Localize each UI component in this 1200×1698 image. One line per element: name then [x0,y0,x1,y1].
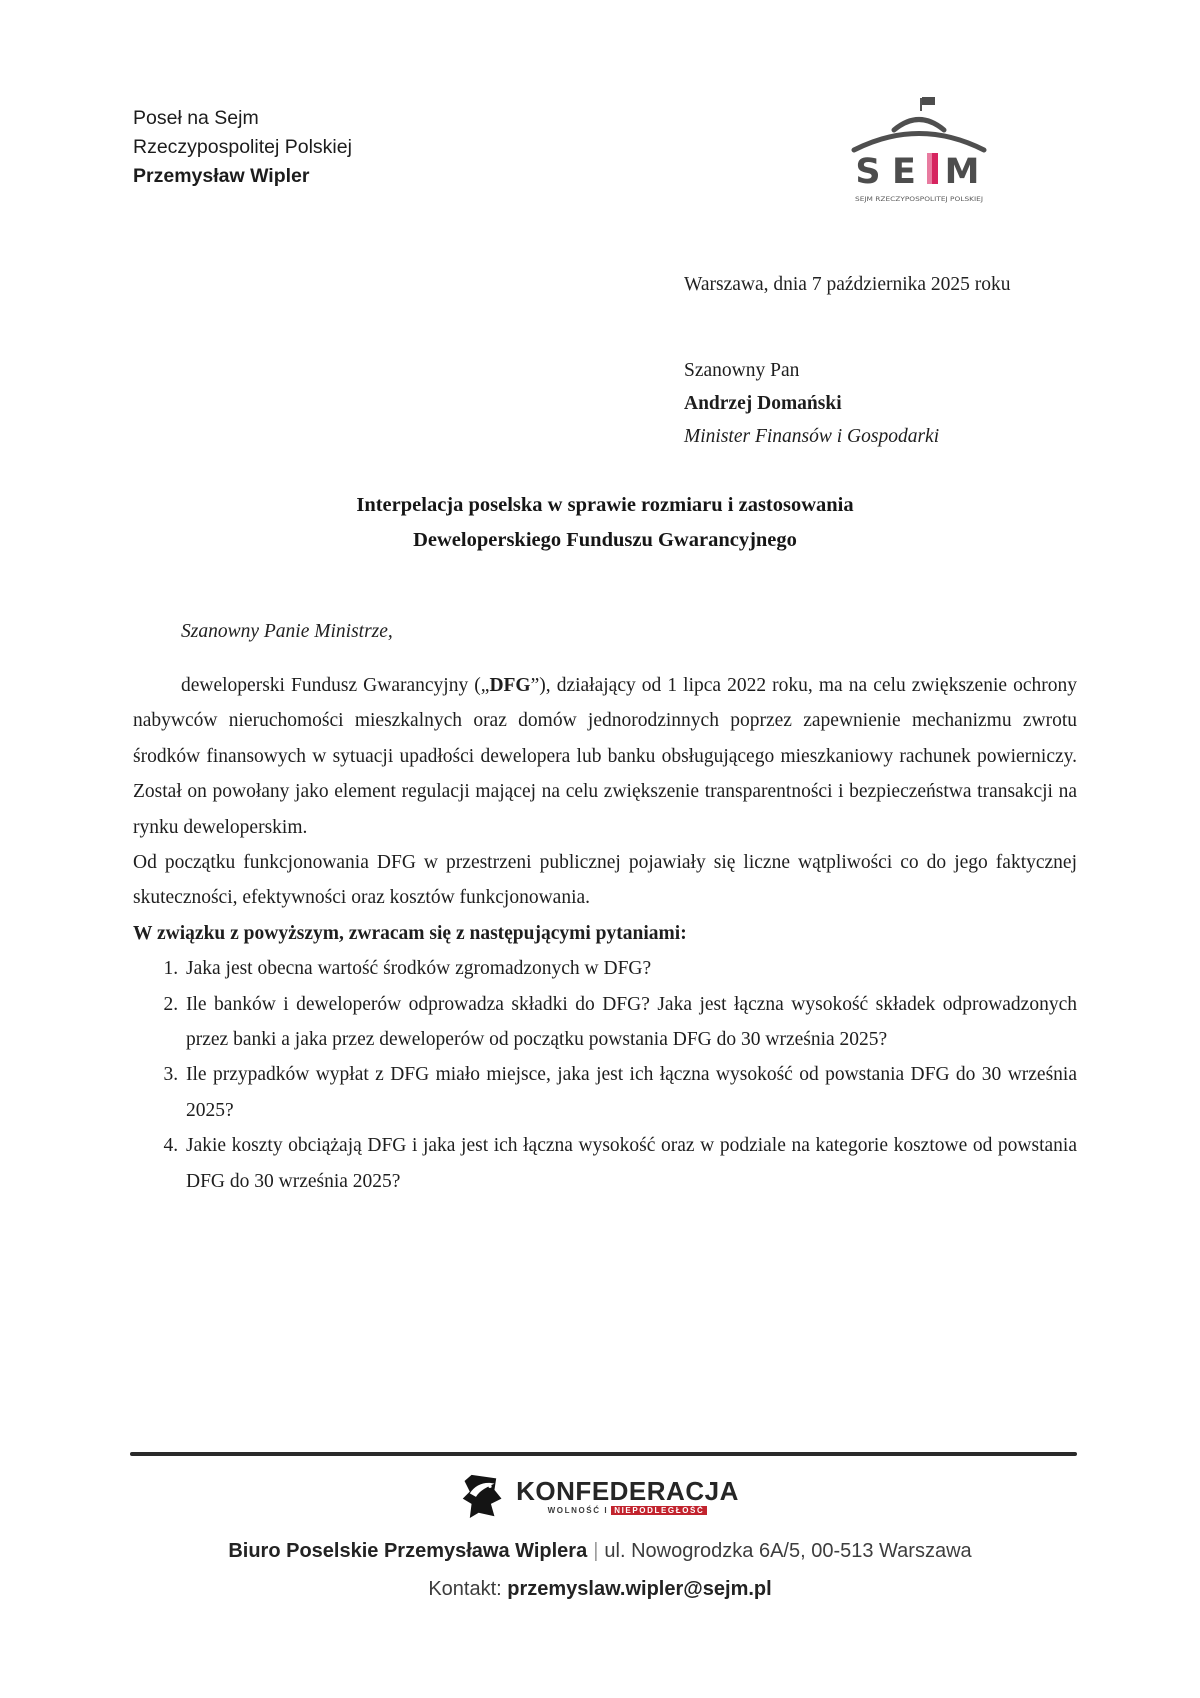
question-item-1: 1. Jaka jest obecna wartość środków zgromadzonych w DFG? [183,951,1077,986]
question-item-2: 2. Ile banków i deweloperów odprowadza składki do DFG? Jaka jest łączna wysokość składek odprowadzonych przez banki a jaka przez deweloperów od początku powstania DFG do 30 września 2025? [183,987,1077,1058]
greeting: Szanowny Panie Ministrze, [181,621,393,642]
question-item-3: 3. Ile przypadków wypłat z DFG miało miejsce, jaka jest ich łączna wysokość od powstania DFG do 30 września 2025? [183,1057,1077,1128]
recipient-salutation: Szanowny Pan [684,360,800,381]
sejm-flag-icon [920,97,935,111]
document-title-line-1: Interpelacja poselska w sprawie rozmiaru i zastosowania [356,494,854,516]
dfg-abbreviation: DFG [489,675,531,696]
questions-intro: W związku z powyższym, zwracam się z następującymi pytaniami: [133,922,687,944]
sejm-letter-m: M [944,152,980,192]
sejm-letter-s: S [855,152,881,192]
footer-contact-label: Kontakt: [428,1578,502,1600]
footer-contact-line [0,1578,1200,1601]
footer-office-address: ul. Nowogrodzka 6A/5, 00-513 Warszawa [604,1540,972,1562]
recipient-name: Andrzej Domański [684,393,842,414]
paragraph-1 [133,668,1077,845]
sejm-letter-e: E [892,152,916,192]
konfederacja-logo [0,1472,1200,1520]
konfederacja-motto-right: NIEPODLEGŁOŚĆ [611,1506,707,1515]
questions-list [133,951,1077,1199]
recipient-block [684,354,939,453]
sejm-logo-icon [850,94,988,206]
sender-line-institution: Poseł na Sejm [133,107,259,129]
sejm-red-bar [932,153,938,184]
paragraph-1-rest: ”), działający od 1 lipca 2022 roku, ma na celu zwiększenie ochrony nabywców nieruchomości mieszkalnych oraz domów jednorodzinnych poprzez zapewnienie mechanizmu zwrotu środków finansowych w sytuacji upadłości dewelopera lub banku obsługującego mieszkaniowy rachunek powierniczy. Został on powołany jako element regulacji mającej na celu zwiększenie transparentności i bezpieczeństwa transakcji na rynku deweloperskim. [133,675,1077,838]
footer-contact-email: przemyslaw.wipler@sejm.pl [507,1578,772,1600]
paragraph-1-text: deweloperski Fundusz Gwarancyjny („ [181,675,490,696]
konfederacja-name: KONFEDERACJA [516,1475,739,1506]
document-title [133,488,1077,558]
sejm-red-bar-light [927,153,932,184]
footer-separator: | [593,1540,599,1562]
konfederacja-motto-left: WOLNOŚĆ I [547,1505,609,1515]
sejm-logo [850,94,988,206]
paragraph-2: Od początku funkcjonowania DFG w przestrzeni publicznej pojawiały się liczne wątpliwości co do jego faktycznej skuteczności, efektywności oraz kosztów funkcjonowania. [133,852,1077,909]
sender-line-country: Rzeczypospolitej Polskiej [133,136,352,158]
sejm-logo-caption: SEJM RZECZYPOSPOLITEJ POLSKIEJ [855,196,984,203]
footer-divider [130,1452,1077,1456]
footer-office-name: Biuro Poselskie Przemysława Wiplera [228,1540,588,1562]
date-line: Warszawa, dnia 7 października 2025 roku [684,274,1011,295]
sender-name: Przemysław Wipler [133,165,310,187]
sejm-dome-upper-arc [894,120,944,131]
konfederacja-eagle-icon [461,1472,505,1520]
document-title-line-2: Deweloperskiego Funduszu Gwarancyjnego [413,529,797,551]
sejm-dome-lower-arc [854,134,984,151]
konfederacja-motto [548,1506,708,1515]
sender-block [133,104,352,191]
konfederacja-wordmark [516,1475,739,1515]
question-item-4: 4. Jakie koszty obciążają DFG i jaka jest ich łączna wysokość oraz w podziale na kategorie kosztowe od powstania DFG do 30 września 2025? [183,1128,1077,1199]
footer-office-line [0,1540,1200,1563]
letter-body [133,668,1077,1199]
recipient-role: Minister Finansów i Gospodarki [684,426,940,447]
